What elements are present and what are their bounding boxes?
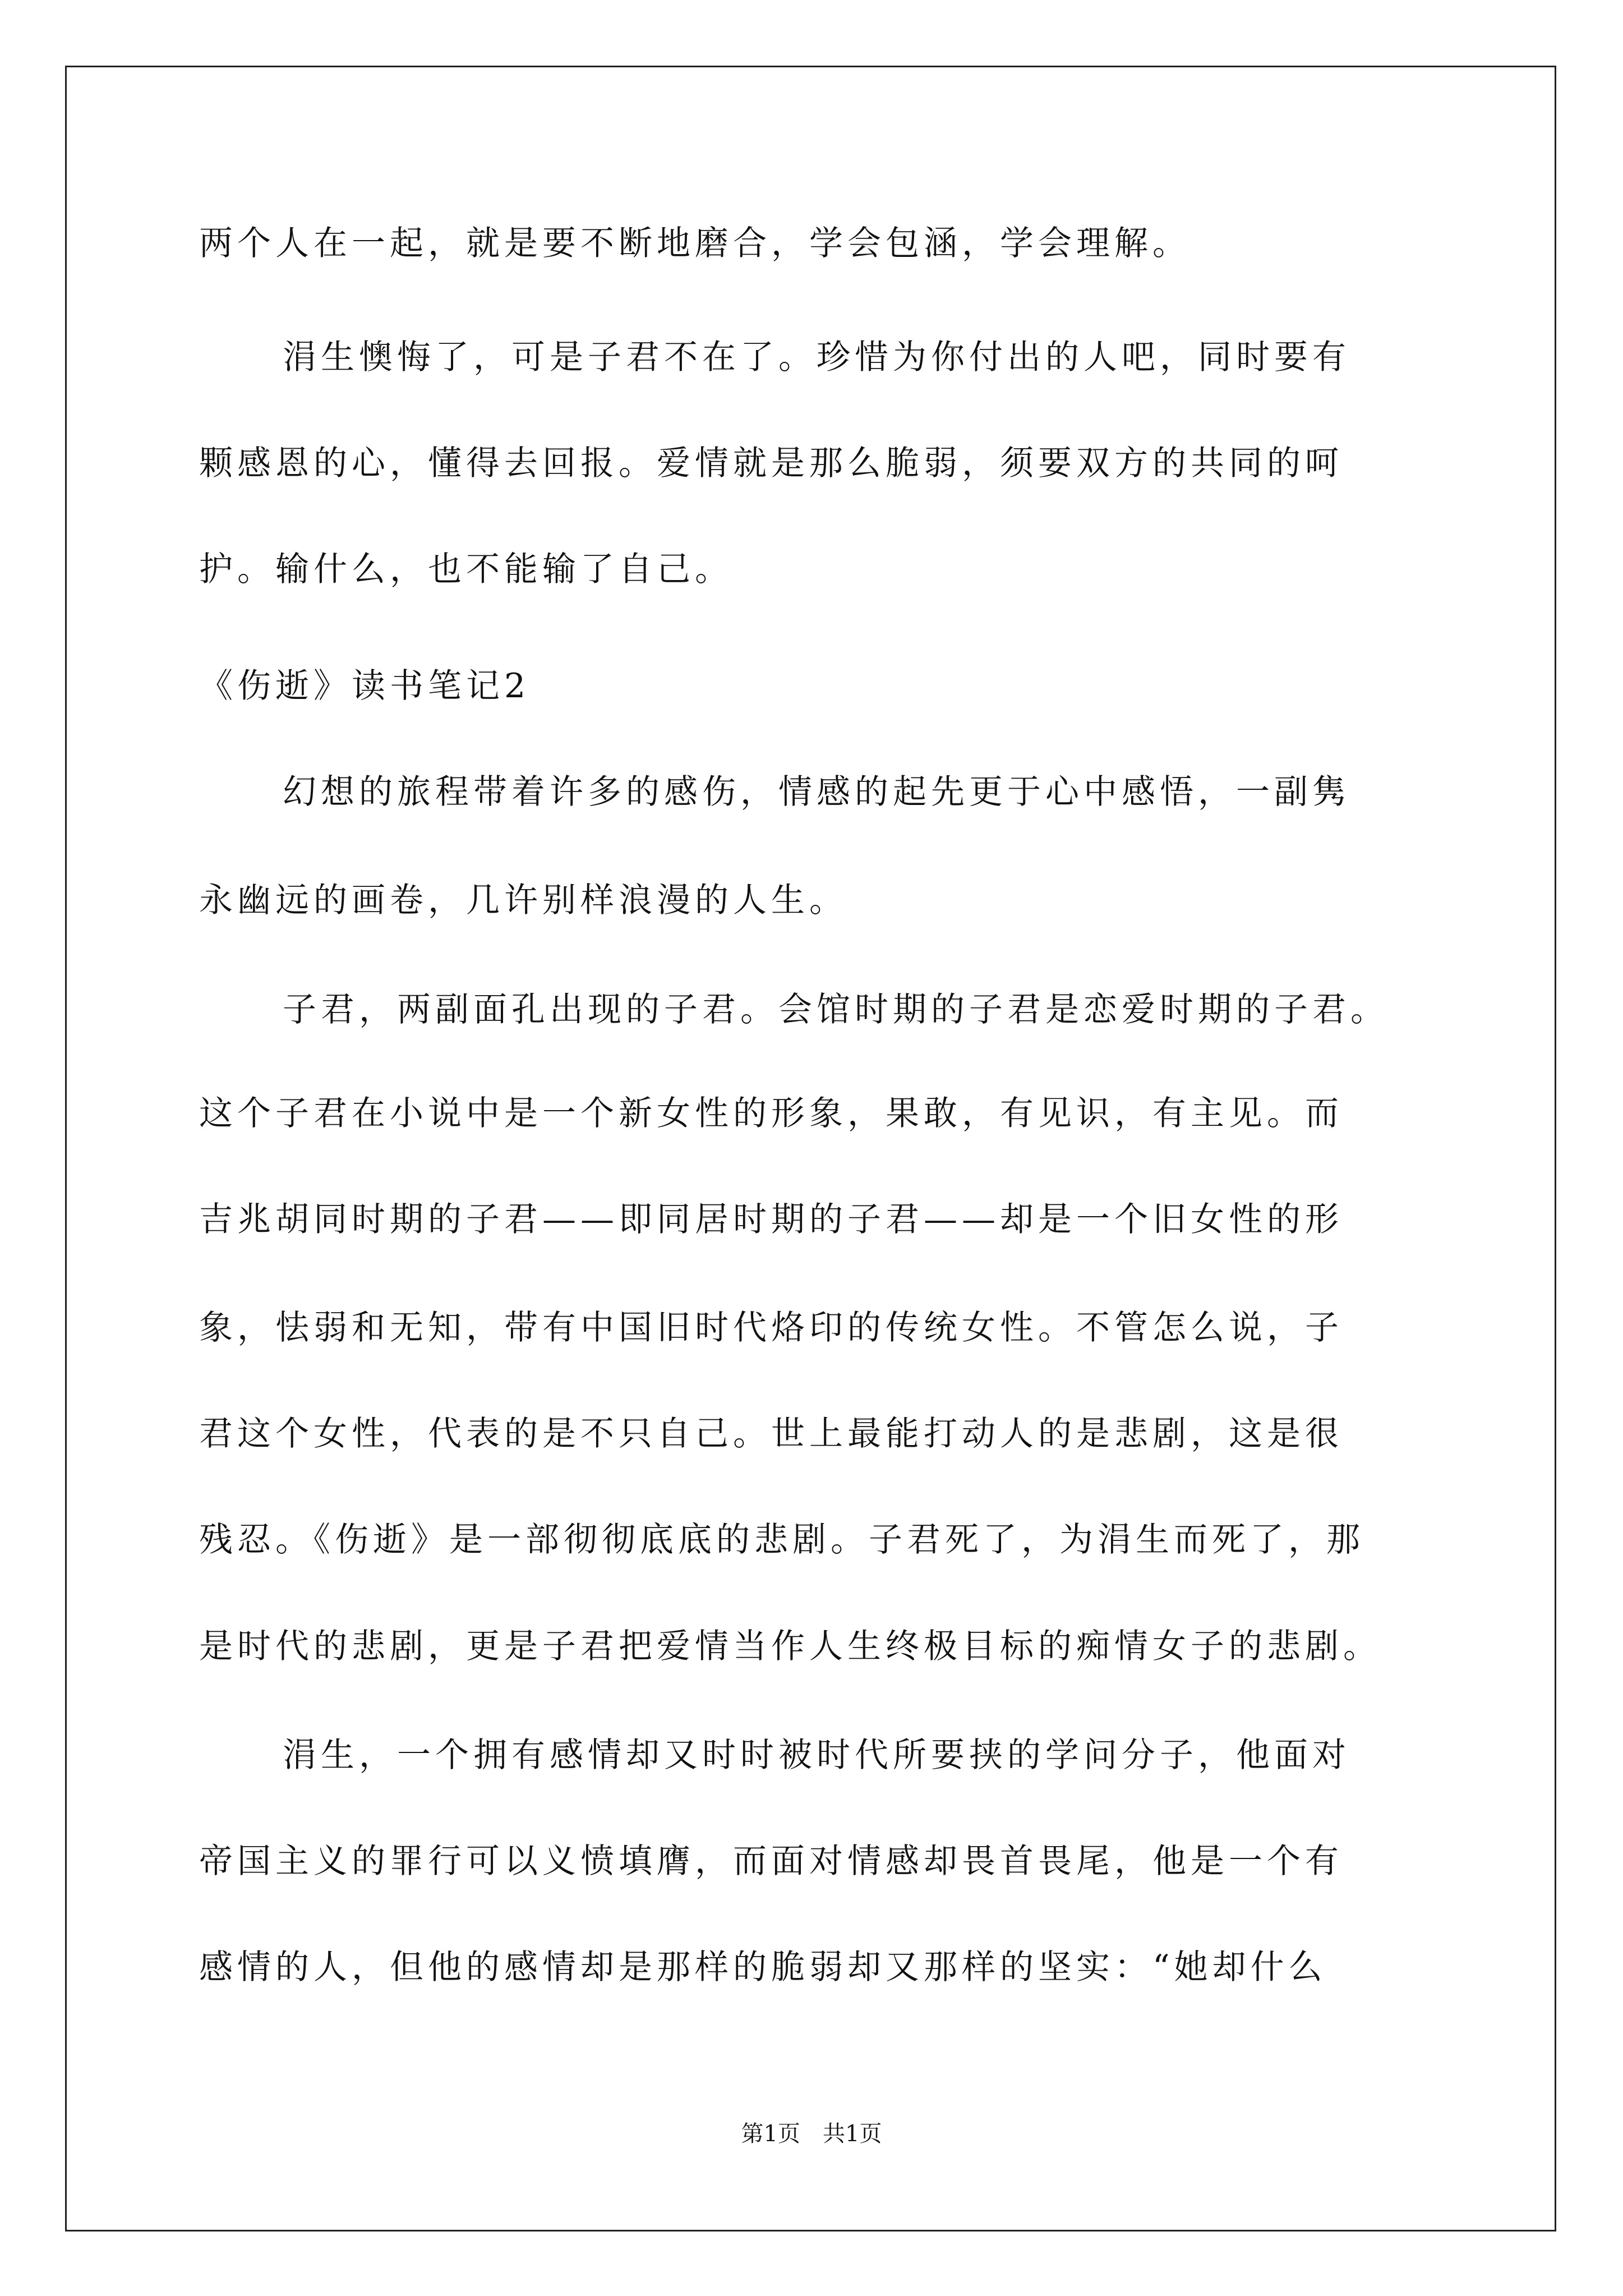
text-line: 是时代的悲剧，更是子君把爱情当作人生终极目标的痴情女子的悲剧。 <box>199 1627 1381 1666</box>
text-line: 吉兆胡同时期的子君——即同居时期的子君——却是一个旧女性的形 <box>199 1200 1343 1239</box>
text-line: 永幽远的画卷，几许别样浪漫的人生。 <box>199 881 847 920</box>
paragraph-start-line: 子君，两副面孔出现的子君。会馆时期的子君是恋爱时期的子君。 <box>283 990 1389 1029</box>
text-line: 君这个女性，代表的是不只自己。世上最能打动人的是悲剧，这是很 <box>199 1414 1343 1453</box>
text-line: 颗感恩的心，懂得去回报。爱情就是那么脆弱，须要双方的共同的呵 <box>199 444 1343 483</box>
text-line: 护。输什么，也不能输了自己。 <box>199 550 733 589</box>
text-line: 象，怯弱和无知，带有中国旧时代烙印的传统女性。不管怎么说，子 <box>199 1308 1343 1347</box>
text-line: 残忍。《伤逝》是一部彻彻底底的悲剧。子君死了，为涓生而死了，那 <box>199 1520 1364 1559</box>
text-line: 感情的人，但他的感情却是那样的脆弱却又那样的坚实：“她却什么 <box>199 1948 1327 1987</box>
text-line: 这个子君在小说中是一个新女性的形象，果敢，有见识，有主见。而 <box>199 1094 1343 1133</box>
paragraph-start-line: 涓生懊悔了，可是子君不在了。珍惜为你付出的人吧，同时要有 <box>283 338 1350 377</box>
page-footer: 第1页 共1页 <box>741 2121 882 2147</box>
paragraph-start-line: 涓生，一个拥有感情却又时时被时代所要挟的学问分子，他面对 <box>283 1736 1350 1775</box>
section-heading: 《伤逝》读书笔记2 <box>199 666 531 706</box>
paragraph-start-line: 幻想的旅程带着许多的感伤，情感的起先更于心中感悟，一副隽 <box>283 772 1350 812</box>
text-line: 帝国主义的罪行可以义愤填膺，而面对情感却畏首畏尾，他是一个有 <box>199 1842 1343 1881</box>
page-border <box>65 66 1556 2231</box>
text-line: 两个人在一起，就是要不断地磨合，学会包涵，学会理解。 <box>199 224 1191 263</box>
